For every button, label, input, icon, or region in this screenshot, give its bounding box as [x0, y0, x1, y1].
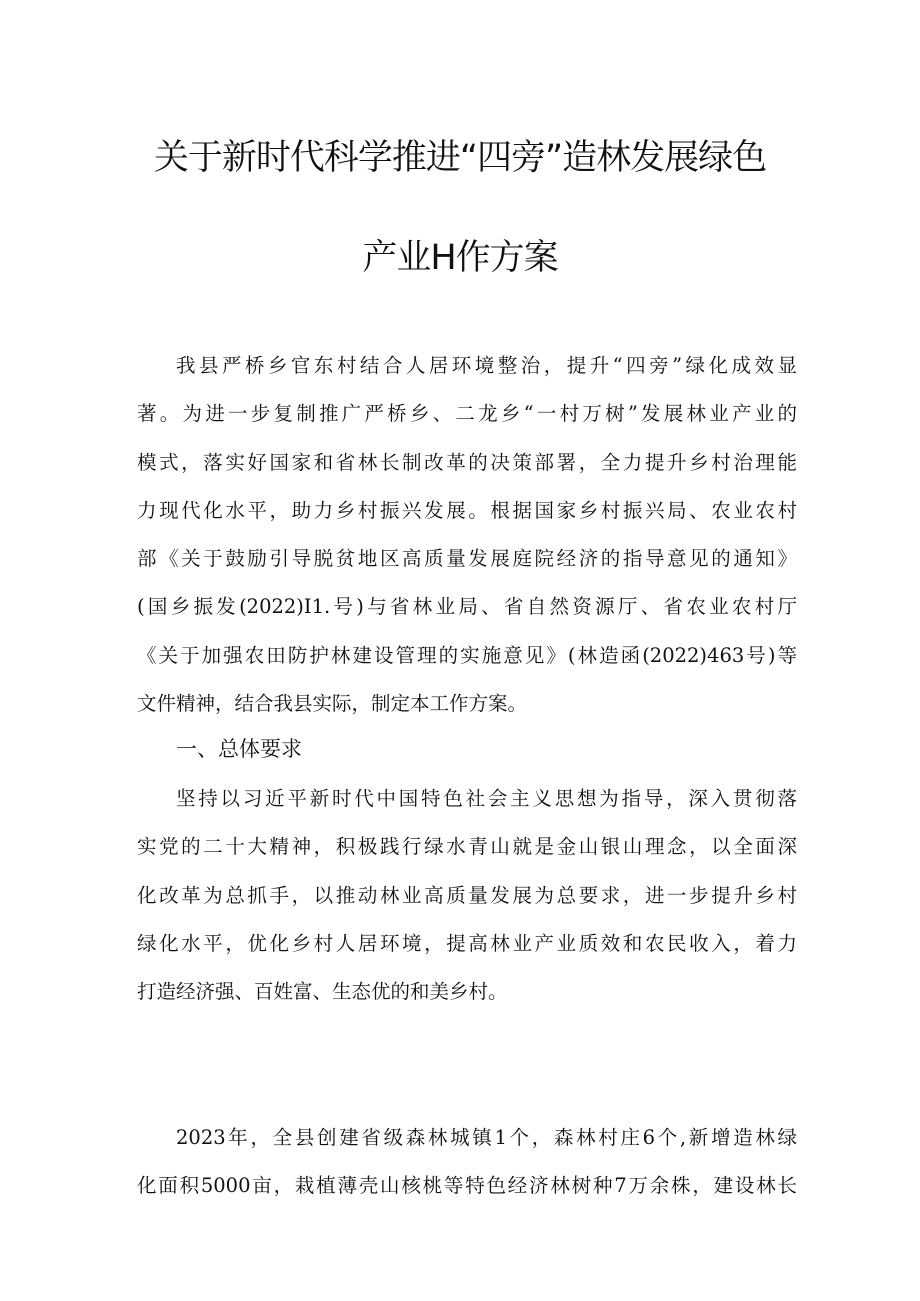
paragraph-line: 2023年，全县创建省级森林城镇1个，森林村庄6个,新增造林绿 [176, 1126, 797, 1149]
paragraph-line: 实党的二十大精神，积极践行绿水青山就是金山银山理念，以全面深 [137, 835, 797, 859]
general-requirements-paragraph [137, 775, 797, 1016]
paragraph-line: 化改革为总抓手，以推动林业高质量发展为总要求，进一步提升乡村 [137, 883, 797, 907]
paragraph-line: 文件精神，结合我县实际，制定本工作方案。 [137, 692, 528, 716]
paragraph-line: 《关于加强农田防护林建设管理的实施意见》(林造函(2022)463号)等 [137, 643, 797, 667]
paragraph-line: 绿化水平，优化乡村人居环境，提高林业产业质效和农民收入，着力 [137, 931, 797, 955]
intro-paragraph [137, 342, 797, 728]
paragraph-line: 著。为进一步复制推广严桥乡、二龙乡“一村万树”发展林业产业的 [137, 402, 797, 426]
paragraph-line: 坚持以习近平新时代中国特色社会主义思想为指导，深入贯彻落 [176, 787, 797, 810]
section-heading-general-requirements: 一、总体要求 [176, 737, 302, 761]
paragraph-line: 力现代化水平，助力乡村振兴发展。根据国家乡村振兴局、农业农村 [137, 498, 797, 522]
paragraph-line: 我县严桥乡官东村结合人居环境整治，提升“四旁”绿化成效显 [176, 354, 797, 377]
paragraph-line: (国乡振发(2022)I1.号)与省林业局、省自然资源厅、省农业农村厅 [137, 595, 797, 619]
paragraph-line: 部《关于鼓励引导脱贫地区高质量发展庭院经济的指导意见的通知》 [137, 547, 797, 571]
targets-paragraph [137, 1114, 797, 1211]
document-title-line-2: 产业H作方案 [362, 238, 558, 278]
paragraph-line: 打造经济强、百姓富、生态优的和美乡村。 [137, 980, 508, 1004]
paragraph-line: 化面积5000亩，栽植薄壳山核桃等特色经济林树种7万余株，建设林长 [137, 1174, 797, 1198]
paragraph-line: 模式，落实好国家和省林长制改革的决策部署，全力提升乡村治理能 [137, 450, 797, 474]
document-title-line-1: 关于新时代科学推进“四旁”造林发展绿色 [153, 138, 767, 178]
